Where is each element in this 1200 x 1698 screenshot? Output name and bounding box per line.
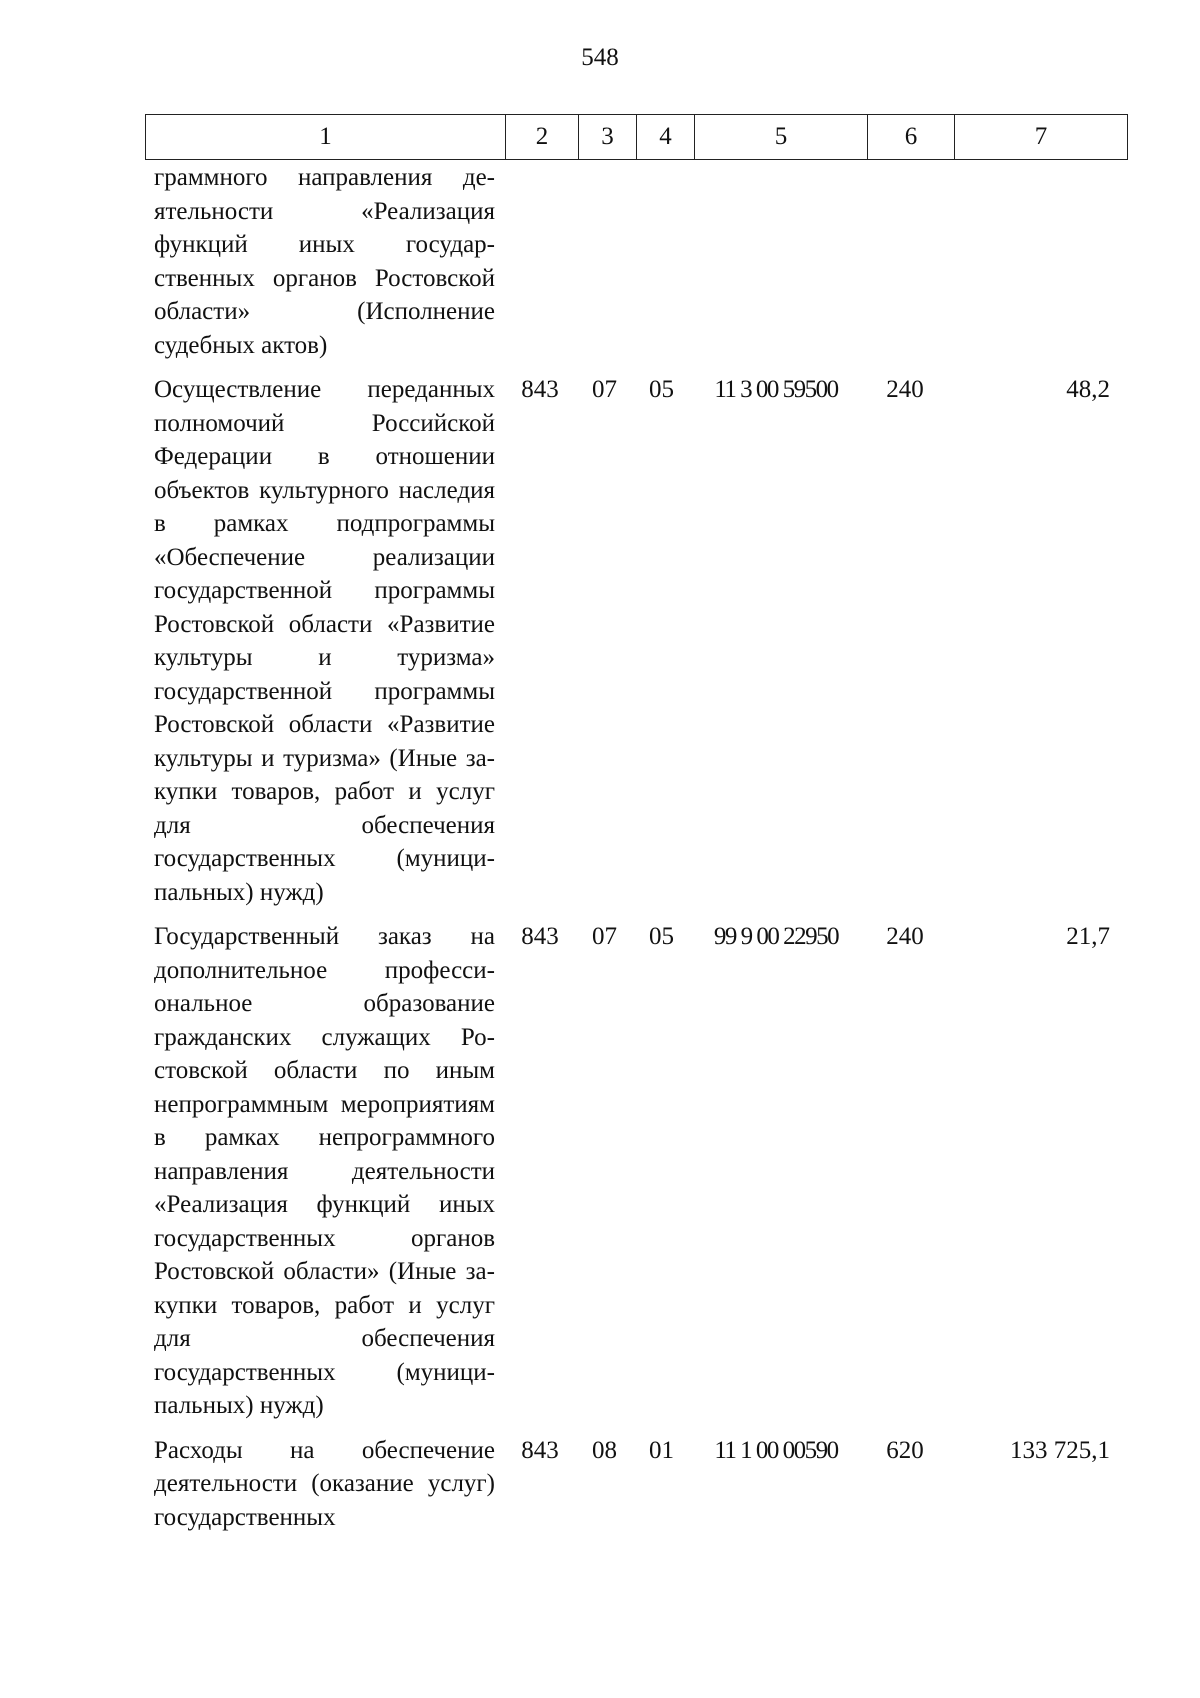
row-col-4: 05 — [649, 923, 674, 950]
row-col-7: 133 725,1 — [1010, 1436, 1110, 1464]
table-row — [145, 1434, 1120, 1535]
table-header — [145, 114, 1128, 160]
row-col-6: 240 — [886, 923, 924, 950]
row-col-7 — [948, 161, 1120, 373]
budget-table — [145, 161, 1120, 1534]
row-col-6: 240 — [886, 376, 924, 403]
row-col-4: 01 — [649, 1436, 674, 1464]
row-col-7: 21,7 — [1066, 923, 1110, 950]
row-col-5: 99 9 00 22950 — [713, 923, 839, 950]
row-col-4: 05 — [649, 376, 674, 403]
page-number: 548 — [581, 44, 619, 71]
row-col-3: 07 — [592, 376, 617, 403]
header-col-7: 7 — [955, 115, 1128, 160]
row-col-2: 843 — [521, 1436, 559, 1464]
header-col-6: 6 — [868, 115, 955, 160]
header-col-4: 4 — [637, 115, 695, 160]
row-col-2 — [504, 161, 576, 373]
row-col-5: 11 3 00 59500 — [714, 376, 838, 403]
row-col-3: 08 — [592, 1436, 617, 1464]
row-col-2: 843 — [521, 923, 559, 950]
table-row — [145, 161, 1120, 373]
row-description: Осуществление переданных полномочий Российской Федерации в отношении объектов культурного наследия в рамках подпрограммы «Обеспечение реализации государственной программы Ростовской области «Развитие культуры и туризма» государственной программы Ростовской области «Развитие культуры и туризма» (Иные закупки товаров, работ и услуг для обеспечения государственных (муниципальных) нужд) — [154, 376, 495, 906]
table-row — [145, 920, 1120, 1434]
row-col-4 — [633, 161, 690, 373]
row-description: Государственный заказ на дополнительное профессиональное образование гражданских служащих Ростовской области по иным непрограммным мероприятиям в рамках непрограммного направления деятельности «Реализация функций иных государственных органов Ростовской области» (Иные закупки товаров, работ и услуг для обеспечения государственных (муниципальных) нужд) — [154, 923, 495, 1419]
header-col-5: 5 — [695, 115, 868, 160]
header-col-3: 3 — [579, 115, 637, 160]
row-col-2: 843 — [521, 376, 559, 403]
row-col-7: 48,2 — [1066, 376, 1110, 403]
row-col-5: 11 1 00 00590 — [714, 1436, 838, 1464]
row-col-3 — [576, 161, 633, 373]
header-col-1: 1 — [146, 115, 506, 160]
row-col-6 — [862, 161, 948, 373]
row-col-3: 07 — [592, 923, 617, 950]
row-col-6: 620 — [886, 1436, 924, 1464]
row-description: граммного направления деятельности «Реализация функций иных государственных органов Ростовской области» (Исполнение судебных актов) — [154, 164, 495, 359]
header-col-2: 2 — [506, 115, 579, 160]
row-col-5 — [690, 161, 862, 373]
table-row — [145, 373, 1120, 920]
header-row — [146, 115, 1128, 160]
row-description: Расходы на обеспечение деятельности (оказание услуг) государственных — [154, 1436, 495, 1531]
